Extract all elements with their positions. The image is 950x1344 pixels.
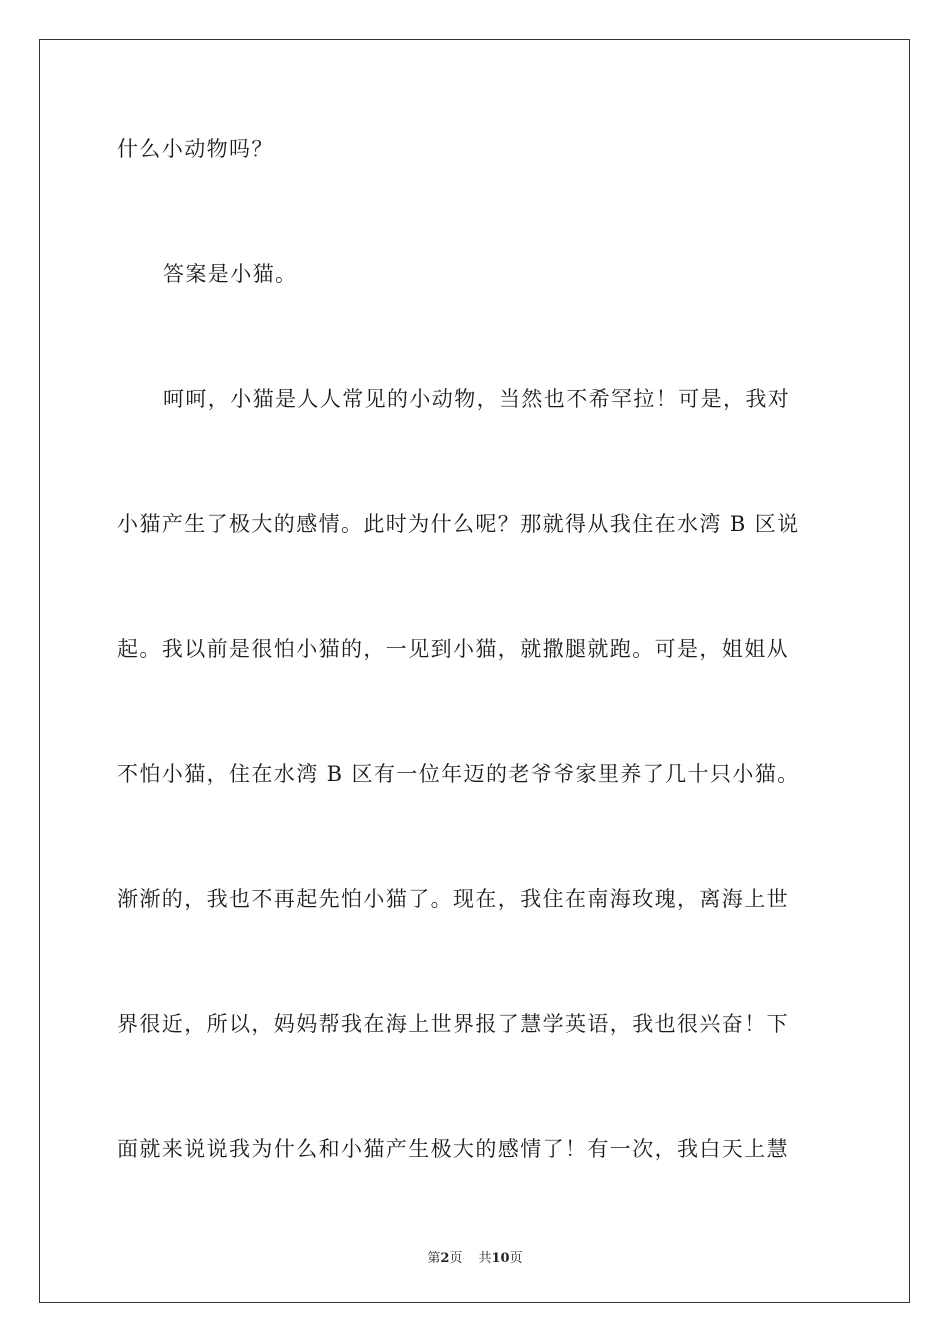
text-line: 起。我以前是很怕小猫的，一见到小猫，就撒腿就跑。可是，姐姐从 bbox=[117, 637, 789, 661]
total-prefix: 共 bbox=[478, 1251, 492, 1266]
text-line: 小猫产生了极大的感情。此时为什么呢？那就得从我住在水湾 B 区说 bbox=[117, 512, 800, 536]
page-current: 2 bbox=[440, 1251, 450, 1266]
text-line: 答案是小猫。 bbox=[163, 262, 298, 286]
text-line: 界很近，所以，妈妈帮我在海上世界报了慧学英语，我也很兴奋！下 bbox=[117, 1012, 789, 1036]
page-prefix: 第 bbox=[427, 1251, 441, 1266]
text-line: 渐渐的，我也不再起先怕小猫了。现在，我住在南海玫瑰，离海上世 bbox=[117, 887, 789, 911]
total-suffix: 页 bbox=[509, 1251, 523, 1266]
page-border bbox=[39, 39, 910, 1303]
text-line: 不怕小猫，住在水湾 B 区有一位年迈的老爷爷家里养了几十只小猫。 bbox=[117, 762, 800, 786]
text-line: 面就来说说我为什么和小猫产生极大的感情了！有一次，我白天上慧 bbox=[117, 1137, 789, 1161]
page-suffix: 页 bbox=[449, 1251, 463, 1266]
text-line: 什么小动物吗？ bbox=[117, 137, 274, 161]
text-line: 呵呵，小猫是人人常见的小动物，当然也不希罕拉！可是，我对 bbox=[163, 387, 791, 411]
page-total: 10 bbox=[491, 1251, 510, 1266]
page-footer bbox=[0, 1250, 950, 1268]
